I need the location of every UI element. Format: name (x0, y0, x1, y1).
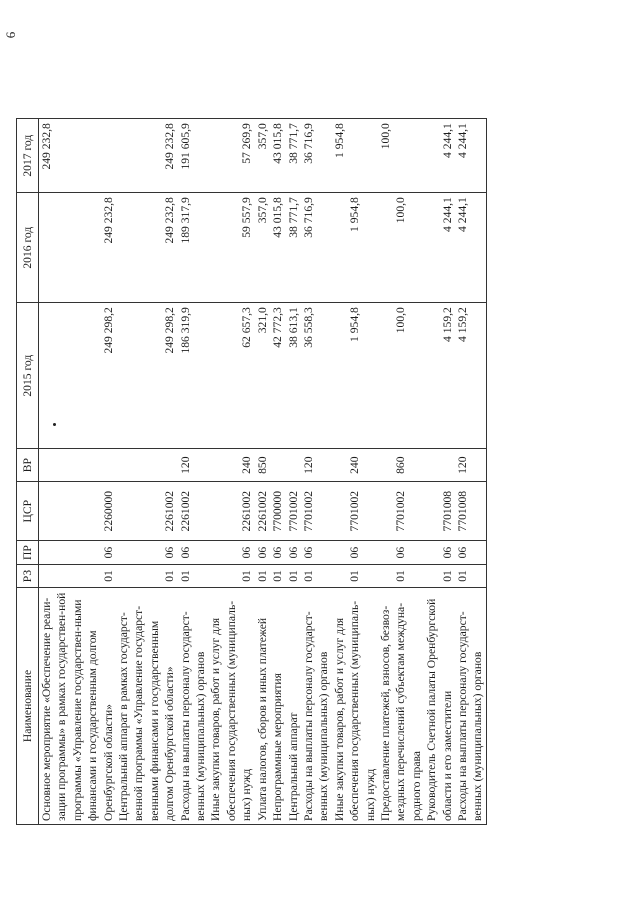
row-csr: 7701002 (301, 482, 332, 541)
table-row (424, 119, 455, 825)
page-number: 6 (3, 31, 18, 39)
row-pr: 06 (178, 541, 209, 565)
row-rz: 01 (301, 565, 332, 588)
row-2016: 249 232,8 (39, 193, 117, 303)
row-csr: 7701002 (378, 482, 424, 541)
row-rz: 01 (332, 565, 378, 588)
row-2015: 100,0 (378, 303, 424, 449)
row-vr: 240 (208, 449, 254, 482)
table-row (39, 119, 117, 825)
row-2016: 4 244,1 (455, 193, 486, 303)
row-csr: 7700000 (270, 482, 285, 541)
row-rz: 01 (286, 565, 301, 588)
row-vr: 850 (255, 449, 270, 482)
row-rz: 01 (424, 565, 455, 588)
row-csr: 7701002 (332, 482, 378, 541)
row-name: Иные закупки товаров, работ и услуг для обеспечения государственных (муниципаль-ных) нужд (208, 588, 254, 825)
row-2016: 357,0 (255, 193, 270, 303)
row-2015: 249 298,2 (116, 303, 178, 449)
row-2016: 59 557,9 (208, 193, 254, 303)
row-2015: 1 954,8 (332, 303, 378, 449)
header-pr: ПР (17, 541, 39, 565)
header-name: Наименование (17, 588, 39, 825)
row-2017: 38 771,7 (286, 119, 301, 193)
row-rz: 01 (455, 565, 486, 588)
row-rz: 01 (116, 565, 178, 588)
row-rz: 01 (270, 565, 285, 588)
row-2016: 4 244,1 (424, 193, 455, 303)
table-row (270, 119, 285, 825)
row-2016: 189 317,9 (178, 193, 209, 303)
row-rz: 01 (255, 565, 270, 588)
row-pr: 06 (378, 541, 424, 565)
row-2017: 43 015,8 (270, 119, 285, 193)
row-2015: 4 159,2 (455, 303, 486, 449)
table-row (301, 119, 332, 825)
row-rz: 01 (178, 565, 209, 588)
table-row (178, 119, 209, 825)
row-csr: 7701002 (286, 482, 301, 541)
row-rz: 01 (208, 565, 254, 588)
row-vr: 240 (332, 449, 378, 482)
row-2015: 321,0 (255, 303, 270, 449)
row-2015: 4 159,2 (424, 303, 455, 449)
table-row (255, 119, 270, 825)
row-pr: 06 (286, 541, 301, 565)
header-2015: 2015 год (17, 303, 39, 449)
row-pr: 06 (301, 541, 332, 565)
row-csr: 7701008 (424, 482, 455, 541)
row-2015: 62 657,3 (208, 303, 254, 449)
row-rz: 01 (39, 565, 117, 588)
row-2015: 38 613,1 (286, 303, 301, 449)
row-name: Центральный аппарат в рамках государст-венной программы «Управление государст-венными финансами и государственным долгом Оренбургской области» (116, 588, 178, 825)
row-pr: 06 (208, 541, 254, 565)
table-row (378, 119, 424, 825)
row-vr (286, 449, 301, 482)
row-2015: 36 558,3 (301, 303, 332, 449)
row-2017: 100,0 (378, 119, 424, 193)
header-2017: 2017 год (17, 119, 39, 193)
row-2017: 36 716,9 (301, 119, 332, 193)
row-pr: 06 (455, 541, 486, 565)
row-name: Основное мероприятие «Обеспечение реали-зации программы» в рамках государствен-ной программы «Управление государствен-ными финансами и государственным долгом Оренбургской области» (39, 588, 117, 825)
row-name: Иные закупки товаров, работ и услуг для обеспечения государственных (муниципаль-ных) нужд (332, 588, 378, 825)
row-2017: 4 244,1 (424, 119, 455, 193)
row-2015 (39, 303, 117, 449)
row-name: Расходы на выплаты персоналу государст-венных (муниципальных) органов (178, 588, 209, 825)
row-vr (39, 449, 117, 482)
row-pr: 06 (255, 541, 270, 565)
row-name: Центральный аппарат (286, 588, 301, 825)
table-row (208, 119, 254, 825)
table-row (455, 119, 486, 825)
row-csr: 2261002 (178, 482, 209, 541)
row-vr: 120 (178, 449, 209, 482)
row-pr: 06 (270, 541, 285, 565)
row-2017: 57 269,9 (208, 119, 254, 193)
row-pr: 06 (332, 541, 378, 565)
header-2016: 2016 год (17, 193, 39, 303)
row-2016: 38 771,7 (286, 193, 301, 303)
row-2017: 249 232,8 (116, 119, 178, 193)
row-name: Предоставление платежей, взносов, безвоз-мездных перечислений субъектам междуна-родного права (378, 588, 424, 825)
table-row (116, 119, 178, 825)
header-rz: РЗ (17, 565, 39, 588)
row-2016: 100,0 (378, 193, 424, 303)
row-2016: 1 954,8 (332, 193, 378, 303)
row-csr: 7701008 (455, 482, 486, 541)
row-name: Уплата налогов, сборов и иных платежей (255, 588, 270, 825)
table-row (332, 119, 378, 825)
row-csr: 2260000 (39, 482, 117, 541)
row-pr: 06 (39, 541, 117, 565)
row-2017: 1 954,8 (332, 119, 378, 193)
row-2017: 4 244,1 (455, 119, 486, 193)
row-2015-value: 249 298,2 (101, 307, 115, 354)
row-2017: 191 605,9 (178, 119, 209, 193)
row-rz: 01 (378, 565, 424, 588)
row-2017: 249 232,8 (39, 119, 117, 193)
row-name: Расходы на выплаты персоналу государст-венных (муниципальных) органов (301, 588, 332, 825)
row-csr: 2261002 (208, 482, 254, 541)
row-name: Руководитель Счетной палаты Оренбургской области и его заместители (424, 588, 455, 825)
row-vr: 120 (301, 449, 332, 482)
table-row (286, 119, 301, 825)
row-csr: 2261002 (255, 482, 270, 541)
row-2015: 42 772,3 (270, 303, 285, 449)
header-vr: ВР (17, 449, 39, 482)
row-vr (424, 449, 455, 482)
row-2016: 43 015,8 (270, 193, 285, 303)
header-row (17, 119, 39, 825)
row-2015: 186 319,9 (178, 303, 209, 449)
row-2017: 357,0 (255, 119, 270, 193)
budget-table (16, 118, 487, 825)
row-pr: 06 (424, 541, 455, 565)
stray-dot (53, 423, 56, 426)
header-csr: ЦСР (17, 482, 39, 541)
row-name: Расходы на выплаты персоналу государст-венных (муниципальных) органов (455, 588, 486, 825)
row-name: Непрограммные мероприятия (270, 588, 285, 825)
row-2016: 249 232,8 (116, 193, 178, 303)
row-vr: 860 (378, 449, 424, 482)
row-csr: 2261002 (116, 482, 178, 541)
row-pr: 06 (116, 541, 178, 565)
row-vr (270, 449, 285, 482)
row-vr (116, 449, 178, 482)
row-2016: 36 716,9 (301, 193, 332, 303)
row-vr: 120 (455, 449, 486, 482)
